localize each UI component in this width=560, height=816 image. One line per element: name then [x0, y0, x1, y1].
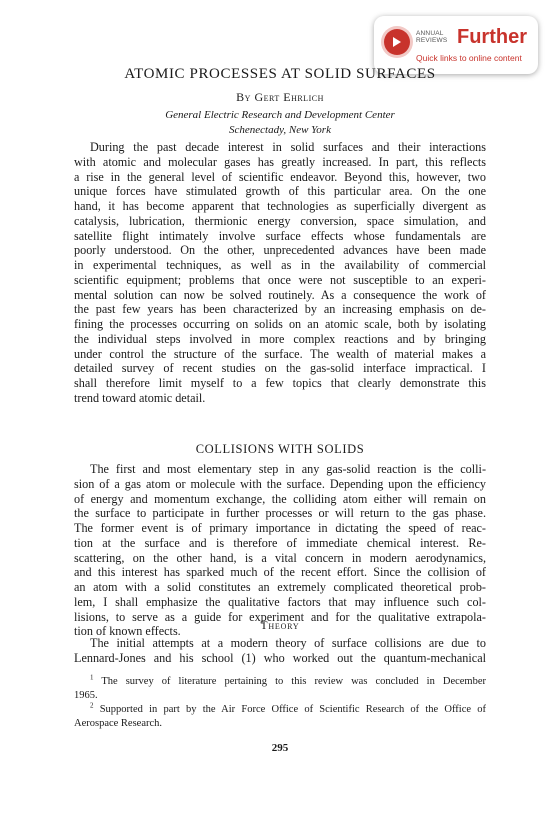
text-line: scientific equipment; problems that once were not susceptible to an experi- — [74, 272, 486, 287]
text-line: scattering, on the other hand, is a vital concern in modern aerodynamics, — [74, 550, 486, 565]
badge-subtitle: Quick links to online content — [416, 53, 522, 63]
footnote-2-continued: Aerospace Research. — [74, 717, 163, 729]
text-line: mental solution can now be solved routinely. As a consequence the work of — [74, 287, 486, 302]
text-line: lem, I shall emphasize the qualitative factors that may influence such col- — [74, 594, 486, 609]
subsection-heading: Theory — [260, 620, 300, 632]
text-line: under control the structure of the surface. The wealth of material makes a — [74, 346, 486, 361]
section-heading: COLLISIONS WITH SOLIDS — [195, 442, 365, 456]
author-location: Schenectady, New York — [229, 124, 331, 136]
author-prefix: By — [236, 90, 251, 104]
text-line: poorly understood. On the other, unprecedented advances have been made — [74, 243, 486, 258]
footnote-1-text: The survey of literature pertaining to this review was concluded in December — [101, 676, 487, 687]
footnote-2-text: Supported in part by the Air Force Office of Scientific Research of the Office of — [99, 704, 487, 715]
text-line: in experimental techniques, as well as in the availability of commercial — [74, 258, 486, 272]
article-title: ATOMIC PROCESSES AT SOLID SURFACES — [124, 66, 436, 82]
text-line: and this interest has sparked much of the recent effort. Since the collision of — [74, 565, 486, 580]
text-line: During the past decade interest in solid surfaces and their interactions — [90, 140, 486, 154]
footnote-1 — [74, 675, 486, 702]
byline — [0, 89, 560, 105]
theory-paragraph — [74, 636, 486, 666]
footnote-1-mark: 1 — [90, 673, 94, 682]
author-name: Gert Ehrlich — [254, 90, 324, 104]
text-line: hand, it has become apparent that technologies as superficially divergent as — [74, 199, 486, 213]
text-line: the surface to participate in further processes or will return to the gas phase. — [74, 506, 486, 521]
text-line: trend toward atomic detail. — [74, 390, 206, 405]
collisions-paragraph — [74, 462, 486, 639]
text-line: satellite flight intimately involve surface effects whose fundamentals are — [74, 228, 486, 243]
text-line: The former event is of primary importance in dictating the speed of reac- — [74, 521, 486, 535]
author-affiliation: General Electric Research and Development Center — [165, 109, 395, 121]
text-line: with atomic and molecular gases has greatly increased. In part, this reflects — [74, 154, 486, 169]
badge-further-label: Further — [457, 26, 527, 48]
text-line: tion at the surface and is therefore of immediate chemical interest. Re- — [74, 535, 486, 550]
text-line: tion of known effects. — [74, 624, 181, 639]
text-line: shall therefore limit myself to a few topics that clearly demonstrate this — [74, 376, 486, 390]
text-line: The initial attempts at a modern theory of surface collisions are due to — [90, 636, 486, 650]
text-line: sion of a gas atom or molecule with the surface. Depending upon the efficiency — [74, 476, 486, 491]
text-line: The first and most elementary step in any gas-solid reaction is the colli- — [90, 462, 486, 476]
text-line: catalysis, lubrication, thermionic energy conversion, space simulation, and — [74, 213, 486, 228]
text-line: fining the processes occurring on solids on an atomic scale, both by isolating — [74, 317, 486, 331]
footnote-1-continued: 1965. — [74, 689, 98, 701]
intro-paragraph — [74, 140, 486, 406]
text-line: detailed survey of recent studies on the gas-solid interface impractical. I — [74, 361, 486, 376]
footnote-2-mark: 2 — [90, 701, 94, 710]
annual-reviews-logo-icon — [384, 29, 410, 55]
footnote-2 — [74, 703, 486, 730]
page-number: 295 — [271, 742, 289, 754]
text-line: a rise in the general level of scientific endeavor. Beyond this, however, two — [74, 169, 486, 184]
text-line: the past few years has been characterized by an increasing emphasis on de- — [74, 302, 486, 317]
text-line: an atom with a solid constitutes an extremely complicated theoretical prob- — [74, 580, 486, 594]
text-line: lisions, to serve as a guide for experiment and for the qualitative extrapola- — [74, 609, 486, 624]
badge-annual-reviews-label: ANNUAL REVIEWS — [416, 30, 448, 44]
text-line: of energy and momentum exchange, the colliding atom either will remain on — [74, 491, 486, 506]
text-line: the individual steps involved in more complex reactions and by bringing — [74, 331, 486, 346]
text-line: unique forces have stimulated growth of this particular area. On the one — [74, 184, 486, 199]
text-line: Lennard-Jones and his school (1) who worked out the quantum-mechanical — [74, 650, 486, 665]
